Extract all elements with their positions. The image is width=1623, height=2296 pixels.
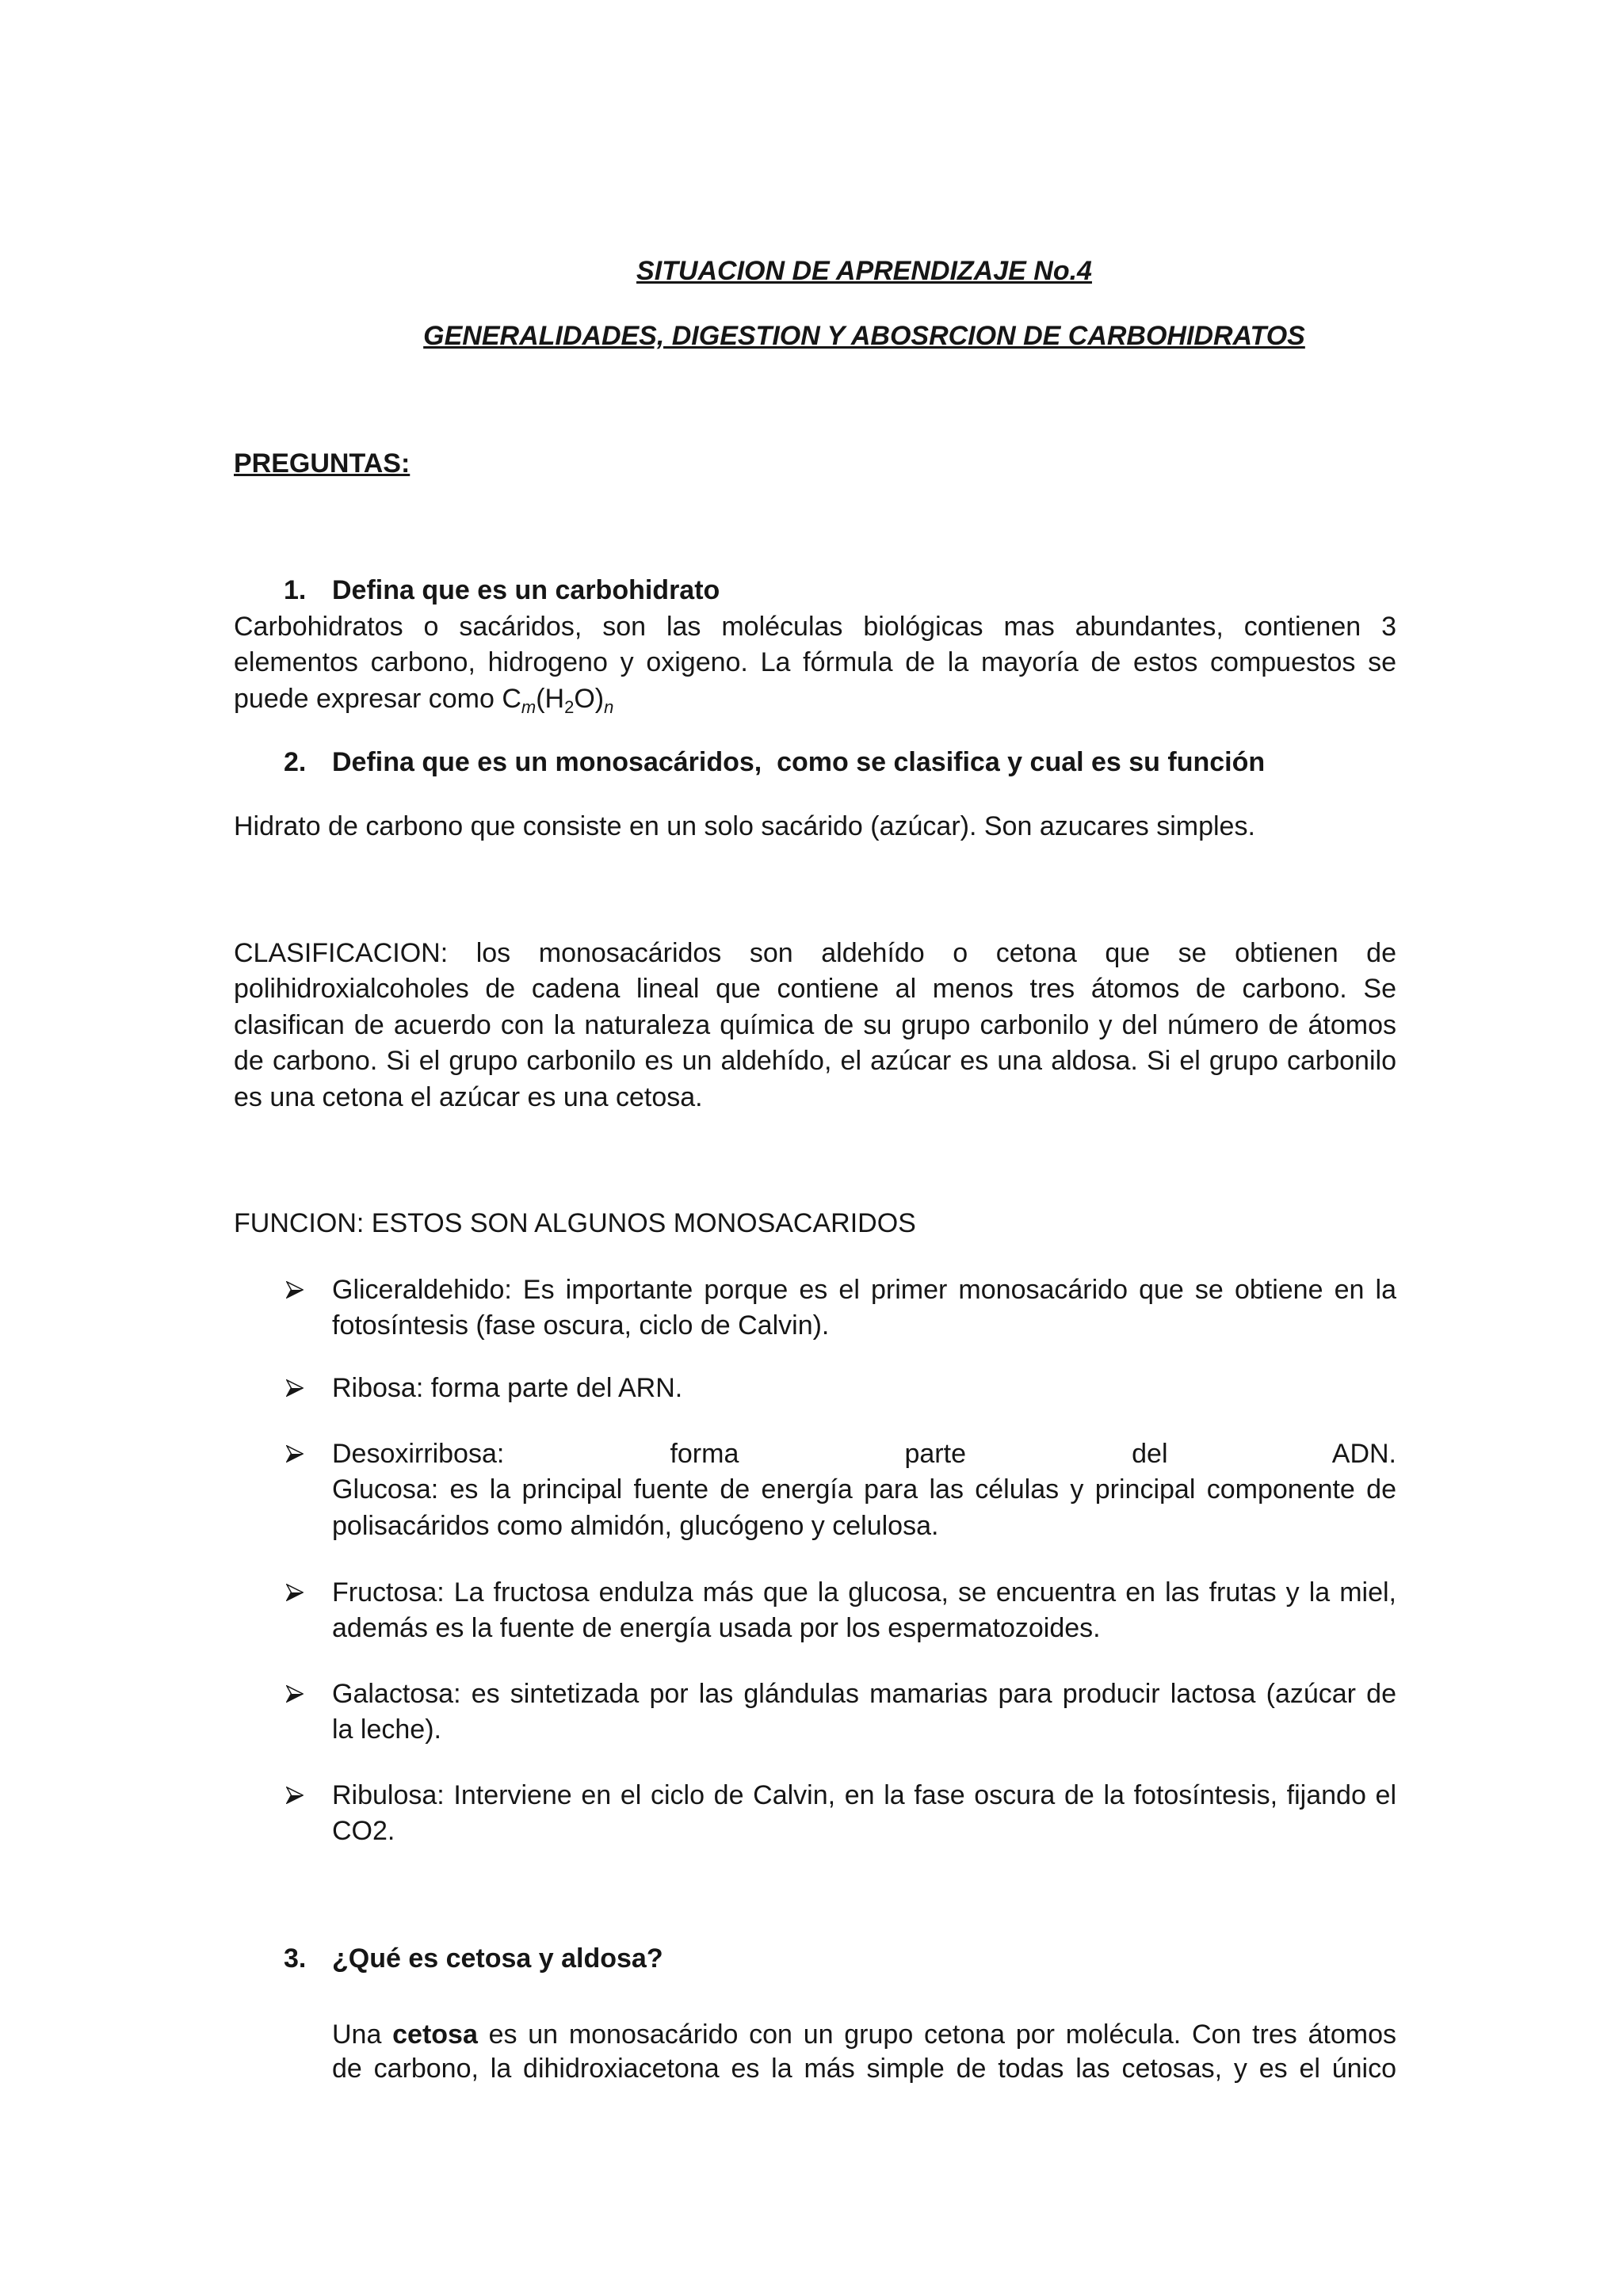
bullet-line: Gliceraldehido: Es importante porque es el primer monosacárido que se obtiene en la bbox=[332, 1275, 1396, 1305]
bullet-line: Galactosa: es sintetizada por las glándulas mamarias para producir lactosa (azúcar de bbox=[332, 1679, 1396, 1709]
bullet-line: Ribosa: forma parte del ARN. bbox=[332, 1373, 683, 1403]
definition-text: Hidrato de carbono que consiste en un solo sacárido (azúcar). Son azucares simples. bbox=[234, 811, 1255, 841]
classification-line: es una cetona el azúcar es una cetosa. bbox=[234, 1081, 703, 1112]
question-number: 1. bbox=[284, 575, 307, 605]
bullet-line: la leche). bbox=[332, 1714, 441, 1745]
arrow-bullet-icon bbox=[286, 1445, 304, 1463]
answer-line-with-formula bbox=[234, 681, 1396, 717]
arrow-bullet-icon bbox=[286, 1787, 304, 1804]
question-number: 2. bbox=[284, 747, 307, 777]
classification-line: clasifican de acuerdo con la naturaleza química de su grupo carbonilo y del número de átomos bbox=[234, 1009, 1396, 1040]
answer-line: Carbohidratos o sacáridos, son las moléculas biológicas mas abundantes, contienen 3 bbox=[234, 612, 1396, 642]
document-title: SITUACION DE APRENDIZAJE No.4 bbox=[636, 256, 1092, 286]
bullet-line: Desoxirribosa: forma parte del ADN. bbox=[332, 1439, 1396, 1469]
arrow-bullet-icon bbox=[286, 1281, 304, 1299]
bullet-line: Ribulosa: Interviene en el ciclo de Calvin, en la fase oscura de la fotosíntesis, fijando el bbox=[332, 1780, 1396, 1810]
answer-line bbox=[332, 2017, 1396, 2053]
question-heading: Defina que es un carbohidrato bbox=[332, 575, 720, 605]
bullet-line: polisacáridos como almidón, glucógeno y celulosa. bbox=[332, 1510, 939, 1541]
section-label: PREGUNTAS: bbox=[234, 448, 411, 479]
formula-subscript-n: n bbox=[604, 696, 614, 717]
answer-line: de carbono, la dihidroxiacetona es la más simple de todas las cetosas, y es el único bbox=[332, 2054, 1396, 2084]
bullet-line: fotosíntesis (fase oscura, ciclo de Calvin). bbox=[332, 1310, 830, 1341]
bullet-line: Fructosa: La fructosa endulza más que la glucosa, se encuentra en las frutas y la miel, bbox=[332, 1577, 1396, 1608]
question-number: 3. bbox=[284, 1943, 307, 1974]
bullet-line: CO2. bbox=[332, 1816, 395, 1847]
question-heading: ¿Qué es cetosa y aldosa? bbox=[332, 1943, 663, 1974]
arrow-bullet-icon bbox=[286, 1379, 304, 1397]
document-subtitle: GENERALIDADES, DIGESTION Y ABOSRCION DE CARBOHIDRATOS bbox=[423, 321, 1305, 351]
formula-part-h: (H bbox=[536, 683, 565, 714]
bullet-line: Glucosa: es la principal fuente de energía para las células y principal componente de bbox=[332, 1474, 1396, 1505]
classification-line: de carbono. Si el grupo carbonilo es un aldehído, el azúcar es una aldosa. Si el grupo carbonilo bbox=[234, 1046, 1396, 1077]
formula-subscript-m: m bbox=[521, 696, 537, 717]
answer-line-text: puede expresar como bbox=[234, 683, 502, 714]
classification-line: polihidroxialcoholes de cadena lineal que contiene al menos tres átomos de carbono. Se bbox=[234, 974, 1396, 1005]
arrow-bullet-icon bbox=[286, 1685, 304, 1703]
formula-subscript-2: 2 bbox=[564, 696, 575, 717]
arrow-bullet-icon bbox=[286, 1584, 304, 1601]
formula-base: C bbox=[502, 683, 521, 714]
answer-term-bold: cetosa bbox=[392, 2019, 478, 2050]
classification-line: CLASIFICACION: los monosacáridos son aldehído o cetona que se obtienen de bbox=[234, 938, 1396, 968]
answer-line: elementos carbono, hidrogeno y oxigeno. La fórmula de la mayoría de estos compuestos se bbox=[234, 647, 1396, 678]
answer-text-after: es un monosacárido con un grupo cetona por molécula. Con tres átomos bbox=[477, 2019, 1396, 2050]
formula-part-o: O) bbox=[574, 683, 605, 714]
question-heading: Defina que es un monosacáridos, como se clasifica y cual es su función bbox=[332, 747, 1266, 777]
bullet-line: además es la fuente de energía usada por los espermatozoides. bbox=[332, 1613, 1101, 1644]
answer-text-before: Una bbox=[332, 2019, 393, 2050]
function-label: FUNCION: ESTOS SON ALGUNOS MONOSACARIDOS bbox=[234, 1208, 916, 1238]
